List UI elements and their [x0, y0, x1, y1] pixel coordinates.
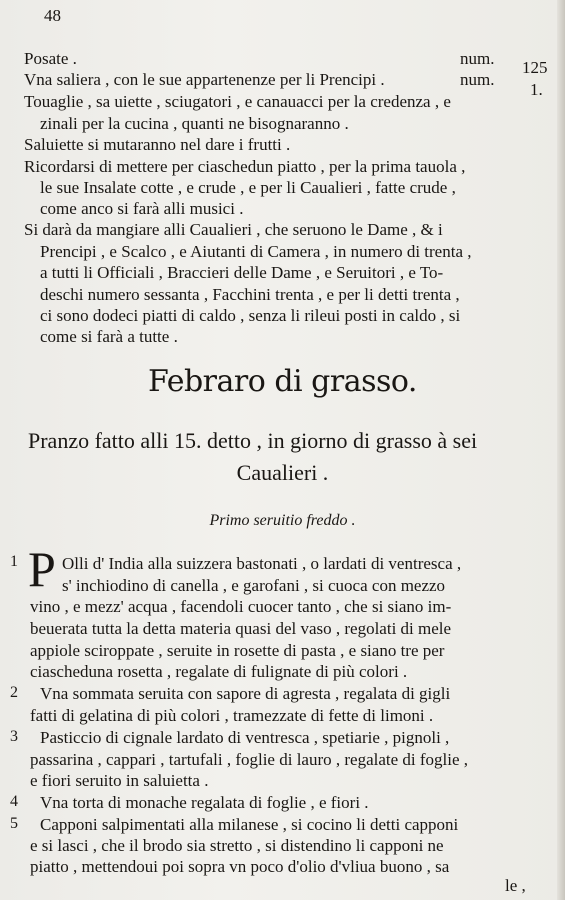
page-number: 48	[44, 6, 61, 25]
text-line: come anco si farà alli musici .	[40, 199, 244, 218]
text-line: Vna sommata seruita con sapore di agresta , regalata di gigli	[40, 684, 451, 703]
text-line: Saluiette si mutaranno nel dare i frutti .	[24, 135, 291, 154]
text-line: Olli d' India alla suizzera bastonati , o lardati di ventresca ,	[62, 554, 462, 573]
item-number: 1	[10, 553, 18, 570]
text-line: come si farà a tutte .	[40, 327, 178, 346]
text-line: le ,	[505, 876, 526, 895]
text-line: le sue Insalate cotte , e crude , e per li Caualieri , fatte crude ,	[40, 178, 456, 197]
section-title: Febraro di grasso.	[148, 364, 417, 399]
text-line: a tutti li Officiali , Braccieri delle Dame , e Seruitori , e To-	[40, 263, 444, 282]
text-line: deschi numero sessanta , Facchini trenta , e per li detti trenta ,	[40, 285, 460, 304]
text-line: e si lasci , che il brodo sia stretto , si distendino li capponi ne	[30, 836, 444, 855]
text-line: Touaglie , sa uiette , sciugatori , e canauacci per la credenza , e	[24, 92, 451, 111]
text-line: vino , e mezz' acqua , facendoli cuocer tanto , che si siano im-	[30, 597, 452, 616]
text-line: piatto , mettendoui poi sopra vn poco d'olio d'vliua buono , sa	[30, 857, 450, 876]
count-label: num.	[460, 49, 495, 68]
subtitle-line-1: Pranzo fatto alli 15. detto , in giorno di grasso à sei	[28, 428, 478, 453]
text-line: e fiori seruito in saluietta .	[30, 771, 209, 790]
item-number: 4	[10, 793, 18, 810]
text-line: beuerata tutta la detta materia quasi del vaso , regolati di mele	[30, 619, 452, 638]
item-number: 5	[10, 815, 18, 832]
course-heading: Primo seruitio freddo .	[209, 512, 356, 529]
text-line: appiole sciroppate , seruite in rosette di pasta , e siano tre per	[30, 641, 445, 660]
text-line: ci sono dodeci piatti di caldo , senza li rileui posti in caldo , si	[40, 306, 461, 325]
drop-cap: P	[28, 541, 56, 597]
margin-number: 125	[522, 58, 548, 77]
text-line: Pasticcio di cignale lardato di ventresca , spetiarie , pignoli ,	[40, 728, 450, 747]
text-line: Vna torta di monache regalata di foglie , e fiori .	[40, 793, 369, 812]
text-line: fatti di gelatina di più colori , tramezzate di fette di limoni .	[30, 706, 434, 725]
text-line: ciascheduna rosetta , regalate di fulignate di più colori .	[30, 662, 408, 681]
item-number: 3	[10, 728, 18, 745]
margin-number: 1.	[530, 80, 543, 99]
text-line: Vna saliera , con le sue appartenenze per li Prencipi .	[24, 70, 385, 89]
text-line: Capponi salpimentati alla milanese , si cocino li detti capponi	[40, 815, 459, 834]
text-line: Si darà da mangiare alli Caualieri , che seruono le Dame , & i	[24, 220, 443, 239]
text-line: passarina , cappari , tartufali , foglie di lauro , regalate di foglie ,	[30, 750, 469, 769]
count-label: num.	[460, 70, 495, 89]
item-number: 2	[10, 684, 18, 701]
text-line: Prencipi , e Scalco , e Aiutanti di Camera , in numero di trenta ,	[40, 242, 472, 261]
subtitle-line-2: Caualieri .	[236, 460, 329, 485]
text-line: Posate .	[24, 49, 77, 68]
text-line: zinali per la cucina , quanti ne bisognaranno .	[40, 114, 349, 133]
text-line: s' inchiodino di canella , e garofani , si cuoca con mezzo	[62, 576, 446, 595]
page-edge	[557, 0, 565, 900]
text-line: Ricordarsi di mettere per ciaschedun piatto , per la prima tauola ,	[24, 157, 466, 176]
